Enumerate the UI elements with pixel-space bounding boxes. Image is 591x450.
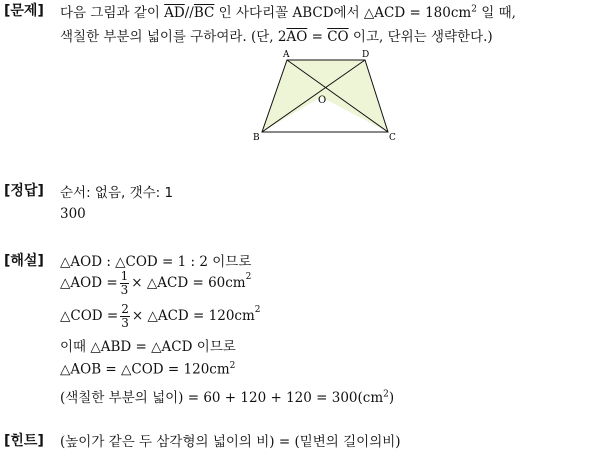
answer-label: [정답] — [4, 183, 44, 199]
problem-text: 인 사다리꼴 ABCD에서 △ACD = 180cm — [214, 5, 472, 21]
fraction-two-thirds — [120, 303, 130, 330]
expr-text: △AOD = — [60, 275, 118, 291]
explanation-label: [해설] — [4, 253, 44, 269]
trapezoid-figure — [250, 46, 400, 146]
expr-text: △COD = — [60, 308, 119, 324]
problem-text: 이고, 단위는 생략한다.) — [348, 29, 493, 45]
expr-text: △AOB = △COD = 120cm — [60, 361, 230, 378]
segment-ao: $\overline{AO}$ — [286, 29, 308, 45]
hint-label: [힌트] — [4, 433, 44, 449]
fraction-numerator: 1 — [120, 268, 129, 283]
segment-co: $\overline{CO}$ — [327, 29, 349, 45]
expr-text: × △ACD = 60cm — [131, 275, 246, 291]
parallel-symbol: // — [184, 5, 194, 21]
superscript: 2 — [229, 361, 236, 371]
expr-text: ) — [388, 390, 395, 406]
problem-label: [문제] — [4, 3, 44, 19]
superscript: 2 — [245, 272, 252, 282]
fraction-one-third — [120, 270, 130, 297]
superscript: 2 — [471, 4, 477, 15]
equals: = — [307, 29, 328, 45]
expr-text: (색칠한 부분의 넓이) = 60 + 120 + 120 = 300(cm — [60, 390, 384, 406]
superscript: 2 — [254, 305, 261, 315]
fraction-denominator: 3 — [120, 282, 129, 297]
explanation-line-1: △AOD : △COD = 1 : 2 이므로 — [60, 254, 252, 270]
vertex-label-b: B — [253, 133, 260, 143]
explanation-line-6 — [60, 386, 394, 406]
problem-line-1 — [60, 1, 516, 21]
point-label-o: O — [318, 95, 327, 106]
explanation-line-5 — [60, 361, 235, 378]
explanation-line-4: 이때 △ABD = △ACD 이므로 — [60, 339, 236, 355]
problem-text: 일 때, — [476, 5, 516, 21]
problem-line-2 — [60, 25, 493, 45]
problem-text: 다음 그림과 같이 — [60, 5, 165, 21]
fraction-numerator: 2 — [121, 301, 129, 316]
hint-text: (높이가 같은 두 삼각형의 넓이의 비) = (밑변의 길이의비) — [60, 434, 401, 450]
segment-bc: $\overline{BC}$ — [193, 5, 215, 21]
answer-meta: 순서: 없음, 갯수: 1 — [60, 185, 174, 201]
vertex-label-a: A — [283, 50, 290, 60]
fraction-denominator: 3 — [121, 315, 129, 330]
segment-ad: $\overline{AD}$ — [164, 5, 185, 21]
expr-text: × △ACD = 120cm — [131, 308, 255, 324]
explanation-line-2 — [60, 266, 251, 300]
vertex-label-c: C — [389, 133, 396, 143]
answer-value: 300 — [60, 206, 86, 222]
problem-text: 색칠한 부분의 넓이를 구하여라. (단, 2 — [60, 29, 287, 45]
superscript: 2 — [383, 389, 389, 400]
vertex-label-d: D — [362, 50, 370, 60]
explanation-line-3 — [60, 299, 261, 333]
